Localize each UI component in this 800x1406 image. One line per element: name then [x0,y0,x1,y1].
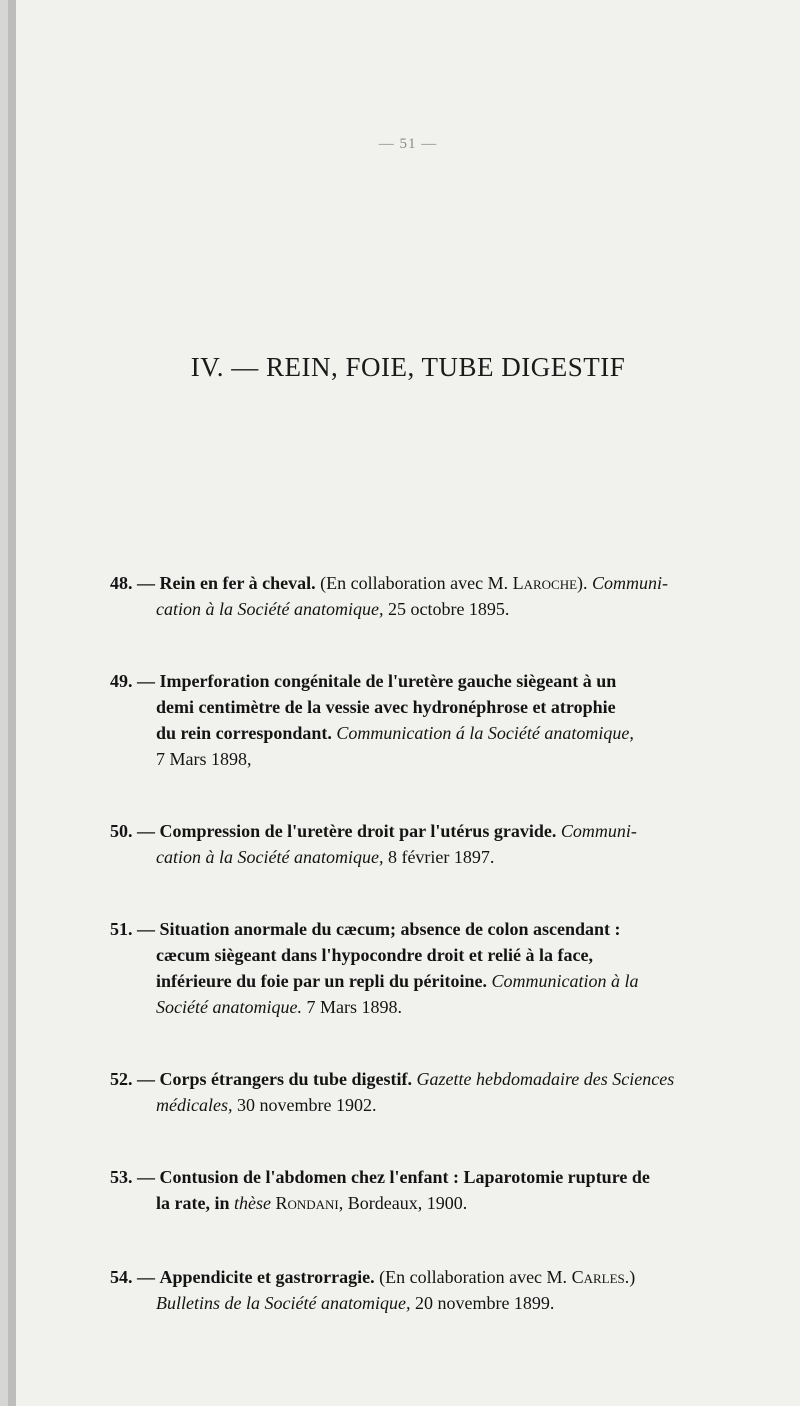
entry-collab: (En collaboration avec M. [379,1267,568,1287]
entry-title-line3: du rein correspondant. [156,723,332,743]
entry-collab-end: ). [577,573,588,593]
entry-date: 30 novembre 1902. [236,1095,377,1115]
entry-publication-cont: Société anatomique. [156,997,302,1017]
entry-title-line3: inférieure du foie par un repli du péritoine. [156,971,488,991]
entry-publication: Communi- [560,821,637,841]
document-page [8,0,800,1406]
entry-publication: Communi- [592,573,669,593]
entry-48 [110,570,758,622]
section-title: IV. — REIN, FOIE, TUBE DIGESTIF [190,352,626,382]
entry-title-line2: la rate, in [156,1193,230,1213]
entry-53 [110,1164,758,1216]
entry-publication-cont: médicales, [156,1095,233,1115]
entry-54 [110,1264,758,1316]
entry-number: 51. — [110,919,155,939]
entry-number: 49. — [110,671,155,691]
entry-date: 7 Mars 1898, [156,749,252,769]
entry-51 [110,916,758,1020]
entry-title-line2: cæcum siègeant dans l'hypocondre droit et relié à la face, [156,945,593,965]
entry-publication: Bulletins de la Société anatomique, [156,1293,411,1313]
entry-number: 54. — [110,1267,155,1287]
entry-number: 53. — [110,1167,155,1187]
entry-title-line2: demi centimètre de la vessie avec hydronéphrose et atrophie [156,697,616,717]
entry-title: Situation anormale du cæcum; absence de colon ascendant : [159,919,621,939]
entry-publication: Communication á la Société anatomique, [336,723,634,743]
entry-title: Imperforation congénitale de l'uretère gauche siègeant à un [159,671,617,691]
entry-author: Carles [571,1267,625,1287]
entry-title: Contusion de l'abdomen chez l'enfant : Laparotomie rupture de [159,1167,650,1187]
entry-publication-cont: cation à la Société anatomique, [156,599,384,619]
entry-title: Rein en fer à cheval. [159,573,316,593]
entry-place-date: , Bordeaux, 1900. [338,1193,468,1213]
entry-date: 20 novembre 1899. [414,1293,555,1313]
entry-date: 25 octobre 1895. [387,599,510,619]
entry-publication-cont: cation à la Société anatomique, [156,847,384,867]
entry-title: Compression de l'uretère droit par l'utérus gravide. [159,821,557,841]
entry-number: 52. — [110,1069,155,1089]
entry-publication: Communication à la [491,971,639,991]
entry-author: Rondani [275,1193,339,1213]
entry-number: 50. — [110,821,155,841]
page-number: — 51 — [378,136,438,152]
entry-collab-end: .) [624,1267,636,1287]
entry-49 [110,668,758,772]
entry-date: 7 Mars 1898. [306,997,402,1017]
entry-title: Appendicite et gastrorragie. [159,1267,375,1287]
entry-these: thèse [234,1193,271,1213]
entry-author: Laroche [512,573,578,593]
page-edge [8,0,16,1406]
entry-collab: (En collaboration avec M. [320,573,509,593]
entry-50 [110,818,758,870]
entry-52 [110,1066,758,1118]
entry-number: 48. — [110,573,155,593]
entry-publication: Gazette hebdomadaire des Sciences [416,1069,675,1089]
entry-date: 8 février 1897. [387,847,495,867]
entry-title: Corps étrangers du tube digestif. [159,1069,412,1089]
